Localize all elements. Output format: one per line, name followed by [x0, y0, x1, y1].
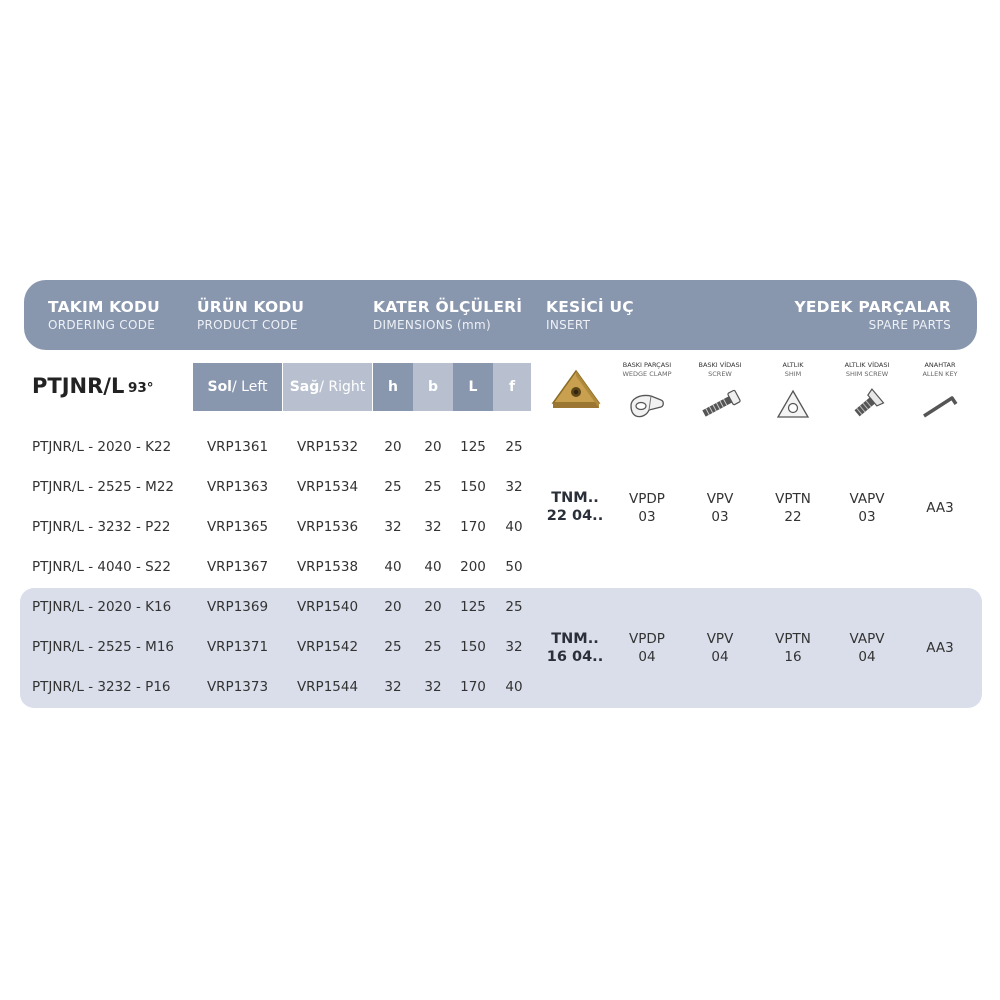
part-size: 03 — [711, 509, 729, 525]
part-name: VAPV — [849, 491, 885, 507]
shim-code — [758, 490, 828, 526]
part-name: VPDP — [629, 631, 665, 647]
ordering-code-subtitle: ORDERING CODE — [48, 318, 156, 332]
tool-title: PTJNR/L — [32, 374, 125, 398]
spare-parts-title: YEDEK PARÇALAR — [794, 298, 951, 316]
spare-label-wedge-clamp — [612, 361, 682, 379]
spare-label-screw — [685, 361, 755, 379]
table-row — [0, 599, 1000, 619]
spare-label-tr: BASKI PARÇASI — [622, 361, 672, 369]
ordering-code: PTJNR/L - 2020 - K16 — [32, 599, 172, 615]
dim-h: 40 — [384, 559, 402, 575]
header-band — [24, 280, 977, 350]
allen-key-code: AA3 — [926, 500, 954, 516]
column-b: b — [413, 363, 453, 411]
allen-key-icon — [920, 388, 962, 422]
dim-b: 20 — [424, 439, 442, 455]
part-name: VPV — [706, 491, 734, 507]
column-right-bold: Sağ — [289, 379, 320, 395]
product-code-right: VRP1534 — [296, 479, 359, 495]
dim-f: 40 — [505, 679, 523, 695]
table-row — [0, 439, 1000, 459]
dim-b: 32 — [424, 519, 442, 535]
product-code-left: VRP1369 — [206, 599, 269, 615]
wedge-clamp-code — [612, 490, 682, 526]
insert-code — [540, 630, 610, 666]
dim-h: 32 — [384, 519, 402, 535]
column-h: h — [373, 363, 413, 411]
insert-subtitle: INSERT — [546, 318, 591, 332]
spare-label-en: SHIM — [784, 370, 802, 378]
spare-label-en: SCREW — [708, 370, 732, 378]
dim-h: 20 — [384, 439, 402, 455]
insert-code-line2: 16 04.. — [546, 649, 604, 665]
part-name: VPTN — [775, 631, 811, 647]
spare-label-shim — [758, 361, 828, 379]
part-name: VPV — [706, 631, 734, 647]
dim-b: 32 — [424, 679, 442, 695]
shim-screw-code — [832, 490, 902, 526]
dim-f: 32 — [505, 639, 523, 655]
spare-label-tr: ALTLIK — [782, 361, 804, 369]
dim-L: 200 — [460, 559, 486, 575]
ordering-code-title: TAKIM KODU — [48, 298, 160, 316]
insert-code — [540, 489, 610, 525]
ordering-code: PTJNR/L - 3232 - P16 — [32, 679, 171, 695]
spare-label-en: WEDGE CLAMP — [622, 370, 672, 378]
shim-screw-icon — [849, 388, 885, 422]
ordering-code: PTJNR/L - 2525 - M16 — [32, 639, 175, 655]
dim-b: 25 — [424, 639, 442, 655]
dimensions-title: KATER ÖLÇÜLERİ — [373, 298, 523, 316]
product-code-left: VRP1367 — [206, 559, 269, 575]
product-code-title: ÜRÜN KODU — [197, 298, 305, 316]
dim-f: 25 — [505, 599, 523, 615]
insert-code-line1: TNM.. — [551, 631, 599, 647]
dim-L: 150 — [460, 639, 486, 655]
dim-h: 25 — [384, 479, 402, 495]
shim-code — [758, 630, 828, 666]
product-code-right: VRP1540 — [296, 599, 359, 615]
product-code-right: VRP1544 — [296, 679, 359, 695]
column-left-bold: Sol — [207, 379, 232, 395]
dim-b: 20 — [424, 599, 442, 615]
shim-screw-code — [832, 630, 902, 666]
product-code-right: VRP1532 — [296, 439, 359, 455]
dim-h: 25 — [384, 639, 402, 655]
screw-icon — [700, 388, 742, 422]
column-right — [283, 363, 372, 411]
product-code-right: VRP1538 — [296, 559, 359, 575]
product-code-left: VRP1361 — [206, 439, 269, 455]
screw-code — [685, 630, 755, 666]
spare-label-shim-screw — [832, 361, 902, 379]
dim-f: 40 — [505, 519, 523, 535]
spare-parts-subtitle: SPARE PARTS — [868, 318, 951, 332]
part-name: VPTN — [775, 491, 811, 507]
insert-code-line2: 22 04.. — [546, 508, 604, 524]
triangular-insert-icon — [549, 367, 603, 411]
tool-angle: 93° — [128, 380, 154, 396]
part-size: 22 — [784, 509, 802, 525]
dim-h: 32 — [384, 679, 402, 695]
spare-label-en: SHIM SCREW — [845, 370, 889, 378]
product-code-left: VRP1365 — [206, 519, 269, 535]
spare-label-tr: BASKI VİDASI — [698, 361, 742, 369]
ordering-code: PTJNR/L - 2020 - K22 — [32, 439, 172, 455]
product-code-left: VRP1373 — [206, 679, 269, 695]
column-L: L — [453, 363, 493, 411]
screw-code — [685, 490, 755, 526]
part-size: 04 — [858, 649, 876, 665]
dim-L: 170 — [460, 519, 486, 535]
dim-f: 32 — [505, 479, 523, 495]
spare-label-tr: ALTLIK VİDASI — [844, 361, 890, 369]
insert-code-line1: TNM.. — [551, 490, 599, 506]
part-size: 04 — [711, 649, 729, 665]
spare-label-tr: ANAHTAR — [924, 361, 956, 369]
dim-b: 25 — [424, 479, 442, 495]
spare-label-en: ALLEN KEY — [922, 370, 958, 378]
table-row — [0, 559, 1000, 579]
product-code-right: VRP1542 — [296, 639, 359, 655]
dim-L: 125 — [460, 599, 486, 615]
spare-label-allen-key — [905, 361, 975, 379]
part-name: VAPV — [849, 631, 885, 647]
part-name: VPDP — [629, 491, 665, 507]
column-right-rest: / Right — [319, 379, 366, 395]
wedge-clamp-icon — [627, 388, 667, 422]
dim-L: 170 — [460, 679, 486, 695]
part-size: 03 — [858, 509, 876, 525]
shim-icon — [775, 388, 811, 422]
product-code-right: VRP1536 — [296, 519, 359, 535]
insert-title: KESİCİ UÇ — [546, 298, 634, 316]
part-size: 16 — [784, 649, 802, 665]
ordering-code: PTJNR/L - 2525 - M22 — [32, 479, 175, 495]
dimensions-subtitle: DIMENSIONS (mm) — [373, 318, 491, 332]
table-row — [0, 679, 1000, 699]
product-code-subtitle: PRODUCT CODE — [197, 318, 298, 332]
allen-key-code: AA3 — [926, 640, 954, 656]
wedge-clamp-code — [612, 630, 682, 666]
dim-f: 50 — [505, 559, 523, 575]
ordering-code: PTJNR/L - 4040 - S22 — [32, 559, 171, 575]
dim-L: 125 — [460, 439, 486, 455]
dim-h: 20 — [384, 599, 402, 615]
dim-L: 150 — [460, 479, 486, 495]
column-left-rest: / Left — [231, 379, 268, 395]
dim-b: 40 — [424, 559, 442, 575]
ordering-code: PTJNR/L - 3232 - P22 — [32, 519, 171, 535]
part-size: 04 — [638, 649, 656, 665]
product-code-left: VRP1363 — [206, 479, 269, 495]
product-code-left: VRP1371 — [206, 639, 269, 655]
column-left — [193, 363, 282, 411]
part-size: 03 — [638, 509, 656, 525]
dim-f: 25 — [505, 439, 523, 455]
column-f: f — [493, 363, 531, 411]
